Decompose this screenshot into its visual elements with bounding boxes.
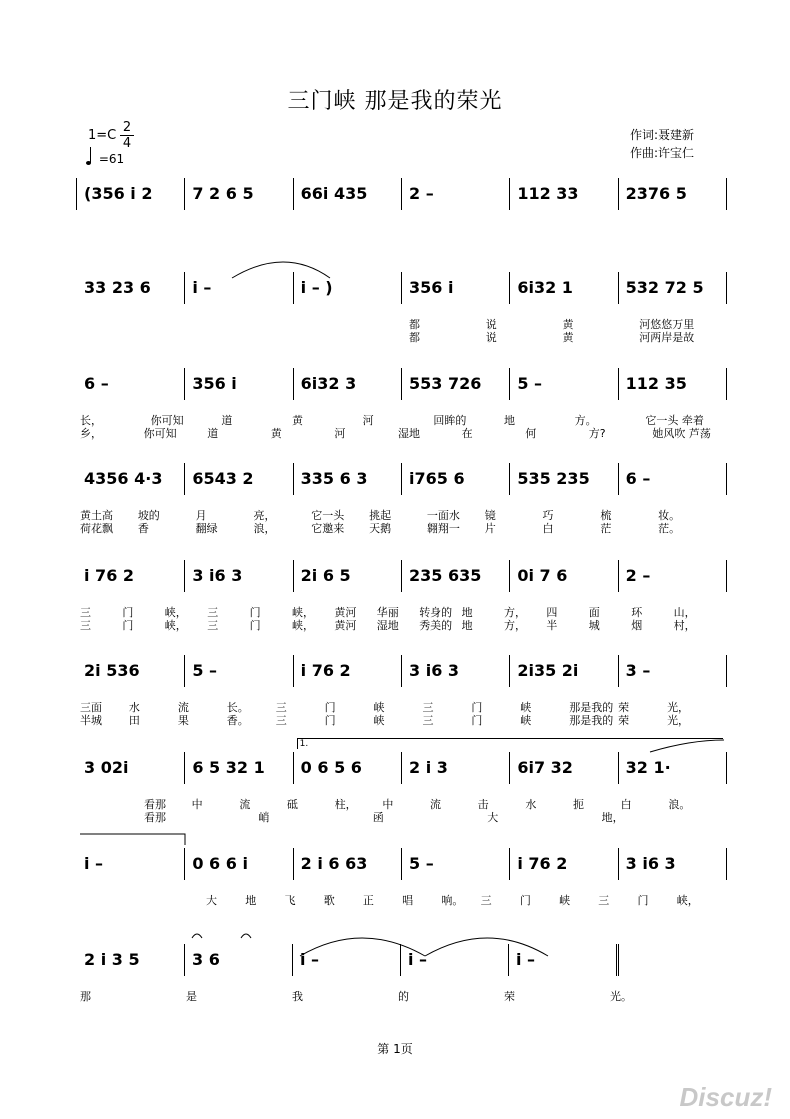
lyric-syllable: 光， bbox=[667, 714, 690, 727]
lyric-syllable: 门 bbox=[249, 606, 261, 619]
lyric-syllable: 方。 bbox=[574, 414, 597, 427]
lyric-syllable: 浪。 bbox=[668, 798, 691, 811]
measure: 0 6 5 6 bbox=[300, 758, 362, 777]
lyric-syllable: 流 bbox=[430, 798, 441, 811]
lyric-syllable: 说 bbox=[485, 331, 497, 344]
measure: 7 2 6 5 bbox=[192, 184, 254, 203]
lyric-syllable: 峡， bbox=[292, 606, 314, 619]
lyric-syllable: 湿地 bbox=[376, 619, 399, 632]
measure: 3 i6 3 bbox=[192, 566, 243, 585]
measure: i 76 2 bbox=[300, 661, 351, 680]
lyric-syllable: 三面 bbox=[80, 701, 102, 714]
lyric-syllable: 它一头 bbox=[311, 509, 345, 522]
lyric-syllable: 中 bbox=[191, 798, 203, 811]
measure: 2i 536 bbox=[84, 661, 140, 680]
lyric-syllable: 门 bbox=[637, 894, 649, 907]
lyric-syllable: 的 bbox=[398, 990, 409, 1003]
lyric-syllable: 都 bbox=[409, 318, 420, 331]
lyric-syllable: 峡 bbox=[373, 701, 385, 714]
lyric-syllable: 华丽 bbox=[376, 606, 399, 619]
lyric-syllable: 三 bbox=[422, 714, 434, 727]
lyric-syllable: 三 bbox=[80, 619, 91, 632]
lyric-syllable: 巧 bbox=[542, 509, 554, 522]
lyric-syllable: 地 bbox=[461, 606, 473, 619]
measure: 6543 2 bbox=[192, 469, 254, 488]
time-top: 2 bbox=[122, 120, 132, 135]
slur-arc bbox=[425, 938, 548, 956]
measure: i – bbox=[408, 950, 428, 969]
lyric-syllable: 水 bbox=[525, 798, 537, 811]
measure: i – bbox=[192, 278, 212, 297]
measure: 2i 6 5 bbox=[300, 566, 351, 585]
lyric-syllable: 山， bbox=[673, 606, 696, 619]
lyric-syllable: 水 bbox=[128, 701, 140, 714]
lyric-syllable: 在 bbox=[461, 427, 473, 440]
lyric-syllable: 中 bbox=[382, 798, 394, 811]
measure: 4356 4·3 bbox=[84, 469, 163, 488]
tempo-value: =61 bbox=[98, 152, 125, 166]
lyric-syllable: 回眸的 bbox=[433, 414, 467, 427]
lyric-syllable: 荣 bbox=[618, 701, 630, 714]
lyric-syllable: 茫。 bbox=[658, 522, 681, 535]
lyric-syllable: 柱， bbox=[334, 798, 357, 811]
lyric-syllable: 你可知 bbox=[150, 414, 184, 427]
measure: i – ) bbox=[300, 278, 333, 297]
lyric-syllable: 翱翔一 bbox=[426, 522, 460, 535]
lyric-syllable: 门 bbox=[122, 619, 134, 632]
lyric-syllable: 河 bbox=[362, 414, 374, 427]
lyric-syllable: 门 bbox=[249, 619, 261, 632]
lyric-syllable: 大 bbox=[206, 894, 217, 907]
lyric-syllable: 都 bbox=[409, 331, 420, 344]
lyric-syllable: 半城 bbox=[80, 714, 102, 727]
lyric-syllable: 月 bbox=[195, 509, 207, 522]
measure: 2 – bbox=[409, 184, 434, 203]
measure: 6 – bbox=[625, 469, 651, 488]
lyric-syllable: 地 bbox=[245, 894, 257, 907]
lyric-syllable: 三 bbox=[80, 606, 91, 619]
lyric-syllable: 翻绿 bbox=[195, 522, 218, 535]
lyric-syllable: 挑起 bbox=[369, 509, 392, 522]
lyric-syllable: 扼 bbox=[573, 798, 584, 811]
measure: 0i 7 6 bbox=[517, 566, 568, 585]
measure: 112 35 bbox=[625, 374, 687, 393]
measure: i – bbox=[516, 950, 536, 969]
lyric-syllable: 说 bbox=[485, 318, 497, 331]
lyric-syllable: 飞 bbox=[284, 894, 296, 907]
measure: 6i32 1 bbox=[517, 278, 573, 297]
lyric-syllable: 黄 bbox=[292, 414, 303, 427]
lyric-syllable: 地 bbox=[504, 414, 515, 427]
lyric-syllable: 峡， bbox=[676, 894, 699, 907]
lyric-syllable: 峡 bbox=[559, 894, 571, 907]
lyric-syllable: 三 bbox=[598, 894, 610, 907]
lyric-syllable: 地， bbox=[601, 811, 624, 824]
measure: i765 6 bbox=[409, 469, 465, 488]
lyric-syllable: 那 bbox=[80, 990, 91, 1003]
lyric-syllable: 三 bbox=[207, 606, 219, 619]
lyric-syllable: 何 bbox=[525, 427, 537, 440]
lyric-syllable: 方， bbox=[504, 606, 526, 619]
measure: 2i35 2i bbox=[517, 661, 579, 680]
lyric-syllable: 片 bbox=[484, 522, 496, 535]
measure: 3 02i bbox=[84, 758, 129, 777]
lyric-syllable: 四 bbox=[546, 606, 558, 619]
lyric-syllable: 三 bbox=[422, 701, 434, 714]
lyric-syllable: 方， bbox=[504, 619, 526, 632]
measure: 356 i bbox=[409, 278, 454, 297]
measure: 5 – bbox=[409, 854, 434, 873]
lyric-syllable: 三 bbox=[275, 714, 287, 727]
measure: 6i7 32 bbox=[517, 758, 573, 777]
lyric-syllable: 香。 bbox=[226, 714, 249, 727]
measure: 2 – bbox=[625, 566, 651, 585]
lyric-syllable: 它邀来 bbox=[311, 522, 345, 535]
lyric-syllable: 地 bbox=[461, 619, 473, 632]
measure: 32 1· bbox=[625, 758, 671, 777]
lyric-syllable: 香 bbox=[137, 522, 149, 535]
lyric-syllable: 湿地 bbox=[398, 427, 420, 440]
lyric-syllable: 面 bbox=[588, 606, 600, 619]
lyric-syllable: 峡 bbox=[520, 714, 532, 727]
lyric-syllable: 函 bbox=[372, 811, 384, 824]
lyric-syllable: 转身的 bbox=[419, 606, 453, 619]
lyric-syllable: 河两岸是故 bbox=[639, 331, 695, 344]
lyric-syllable: 歌 bbox=[323, 894, 335, 907]
measure: i – bbox=[300, 950, 320, 969]
lyric-syllable: 峡 bbox=[520, 701, 532, 714]
lyric-syllable: 光， bbox=[667, 701, 690, 714]
lyric-syllable: 城 bbox=[588, 619, 600, 632]
lyric-syllable: 荣 bbox=[618, 714, 630, 727]
measure: 532 72 5 bbox=[625, 278, 704, 297]
measure: 235 635 bbox=[409, 566, 482, 585]
lyric-syllable: 黄 bbox=[562, 331, 574, 344]
lyric-syllable: 方? bbox=[588, 427, 606, 440]
lyric-syllable: 河 bbox=[334, 427, 346, 440]
measure: 0 6 6 i bbox=[192, 854, 248, 873]
lyric-syllable: 亮， bbox=[253, 509, 276, 522]
measure: 112 33 bbox=[517, 184, 579, 203]
lyric-syllable: 响。 bbox=[441, 894, 464, 907]
lyric-syllable: 她风吹 芦荡 bbox=[652, 427, 711, 440]
lyric-syllable: 黄 bbox=[270, 427, 282, 440]
lyric-syllable: 是 bbox=[186, 990, 197, 1003]
page-number: 第 1页 bbox=[377, 1042, 413, 1056]
lyric-syllable: 妆。 bbox=[658, 509, 681, 522]
measure: i 76 2 bbox=[84, 566, 135, 585]
lyric-syllable: 看那 bbox=[144, 811, 166, 824]
lyricist: 作词:聂建新 bbox=[630, 128, 695, 142]
slur-arc bbox=[232, 262, 330, 278]
lyric-syllable: 烟 bbox=[631, 619, 643, 632]
measure: (356 i 2 bbox=[84, 184, 153, 203]
key-signature: 1=C bbox=[88, 128, 117, 143]
lyric-syllable: 道 bbox=[207, 427, 219, 440]
volta-bracket: 1. bbox=[297, 738, 723, 749]
measure: 2 i 6 63 bbox=[300, 854, 368, 873]
measure: 2 i 3 5 bbox=[84, 950, 140, 969]
lyric-syllable: 河悠悠万里 bbox=[639, 318, 695, 331]
lyric-syllable: 光。 bbox=[610, 990, 632, 1003]
lyric-syllable: 长， bbox=[80, 414, 102, 427]
measure: 6i32 3 bbox=[300, 374, 357, 393]
lyric-syllable: 白 bbox=[542, 522, 554, 535]
lyric-syllable: 三 bbox=[275, 701, 287, 714]
lyric-syllable: 村， bbox=[673, 619, 696, 632]
lyric-syllable: 茫 bbox=[600, 522, 612, 535]
lyric-syllable: 黄土高 bbox=[80, 509, 113, 522]
measure: 335 6 3 bbox=[300, 469, 368, 488]
lyric-syllable: 一面水 bbox=[426, 509, 460, 522]
lyric-syllable: 门 bbox=[471, 714, 483, 727]
measure: 6 5 32 1 bbox=[192, 758, 265, 777]
lyric-syllable: 三 bbox=[480, 894, 492, 907]
lyric-syllable: 你可知 bbox=[143, 427, 177, 440]
lyric-syllable: 乡， bbox=[80, 427, 102, 440]
lyric-syllable: 半 bbox=[546, 619, 558, 632]
lyric-syllable: 果 bbox=[177, 714, 189, 727]
lyric-syllable: 白 bbox=[620, 798, 632, 811]
measure: i 76 2 bbox=[517, 854, 568, 873]
measure: 6 – bbox=[84, 374, 109, 393]
lyric-syllable: 峡， bbox=[292, 619, 314, 632]
time-bottom: 4 bbox=[122, 136, 132, 151]
lyric-syllable: 荣 bbox=[504, 990, 515, 1003]
lyric-syllable: 三 bbox=[207, 619, 219, 632]
lyric-syllable: 门 bbox=[122, 606, 134, 619]
lyric-syllable: 荷花飘 bbox=[80, 522, 113, 535]
slur-arc bbox=[650, 740, 724, 752]
measure: 3 – bbox=[625, 661, 651, 680]
lyric-syllable: 砥 bbox=[287, 798, 298, 811]
lyric-syllable: 门 bbox=[471, 701, 483, 714]
slur-arc bbox=[300, 938, 425, 956]
lyric-syllable: 那是我的 bbox=[569, 714, 614, 727]
lyric-syllable: 流 bbox=[239, 798, 251, 811]
lyric-syllable: 大 bbox=[487, 811, 499, 824]
lyric-syllable: 长。 bbox=[226, 701, 249, 714]
measure: 2376 5 bbox=[625, 184, 687, 203]
slur-arc bbox=[80, 834, 185, 845]
lyric-syllable: 黄河 bbox=[334, 606, 357, 619]
lyric-syllable: 我 bbox=[292, 990, 303, 1003]
score-title: 三门峡 那是我的荣光 bbox=[287, 89, 503, 114]
lyric-syllable: 它一头 牵着 bbox=[645, 414, 704, 427]
fermata-icon bbox=[192, 934, 202, 938]
lyric-syllable: 田 bbox=[128, 714, 140, 727]
measure: 553 726 bbox=[409, 374, 482, 393]
lyric-syllable: 黄河 bbox=[334, 619, 357, 632]
lyric-syllable: 看那 bbox=[144, 798, 166, 811]
lyric-syllable: 唱 bbox=[402, 894, 414, 907]
lyric-syllable: 峡， bbox=[164, 606, 187, 619]
measure: 3 i6 3 bbox=[625, 854, 676, 873]
lyric-syllable: 击 bbox=[477, 798, 489, 811]
fermata-icon bbox=[241, 934, 251, 938]
measure: 535 235 bbox=[517, 469, 590, 488]
lyric-syllable: 黄 bbox=[562, 318, 574, 331]
lyric-syllable: 秀美的 bbox=[419, 619, 453, 632]
measure: 5 – bbox=[517, 374, 543, 393]
lyric-syllable: 峭 bbox=[258, 811, 270, 824]
measure: 3 6 bbox=[192, 950, 220, 969]
forum-watermark: Discuz! bbox=[679, 1082, 772, 1112]
lyric-syllable: 道 bbox=[221, 414, 233, 427]
lyric-syllable: 门 bbox=[519, 894, 531, 907]
measure: i – bbox=[84, 854, 104, 873]
composer: 作曲:许宝仁 bbox=[630, 146, 695, 160]
lyric-syllable: 镜 bbox=[484, 509, 496, 522]
lyric-syllable: 门 bbox=[324, 701, 336, 714]
lyric-syllable: 坡的 bbox=[137, 509, 160, 522]
lyric-syllable: 梳 bbox=[600, 509, 612, 522]
measure: 2 i 3 bbox=[409, 758, 448, 777]
lyric-syllable: 峡， bbox=[164, 619, 187, 632]
lyric-syllable: 天鹅 bbox=[369, 522, 392, 535]
lyric-syllable: 门 bbox=[324, 714, 336, 727]
lyric-syllable: 那是我的 bbox=[569, 701, 614, 714]
lyric-syllable: 浪， bbox=[253, 522, 276, 535]
lyric-syllable: 峡 bbox=[373, 714, 385, 727]
measure: 3 i6 3 bbox=[409, 661, 460, 680]
lyric-syllable: 正 bbox=[362, 894, 374, 907]
lyric-syllable: 流 bbox=[177, 701, 189, 714]
measure: 66i 435 bbox=[300, 184, 368, 203]
measure: 33 23 6 bbox=[84, 278, 151, 297]
lyric-syllable: 环 bbox=[631, 606, 643, 619]
measure: 5 – bbox=[192, 661, 218, 680]
measure: 356 i bbox=[192, 374, 237, 393]
